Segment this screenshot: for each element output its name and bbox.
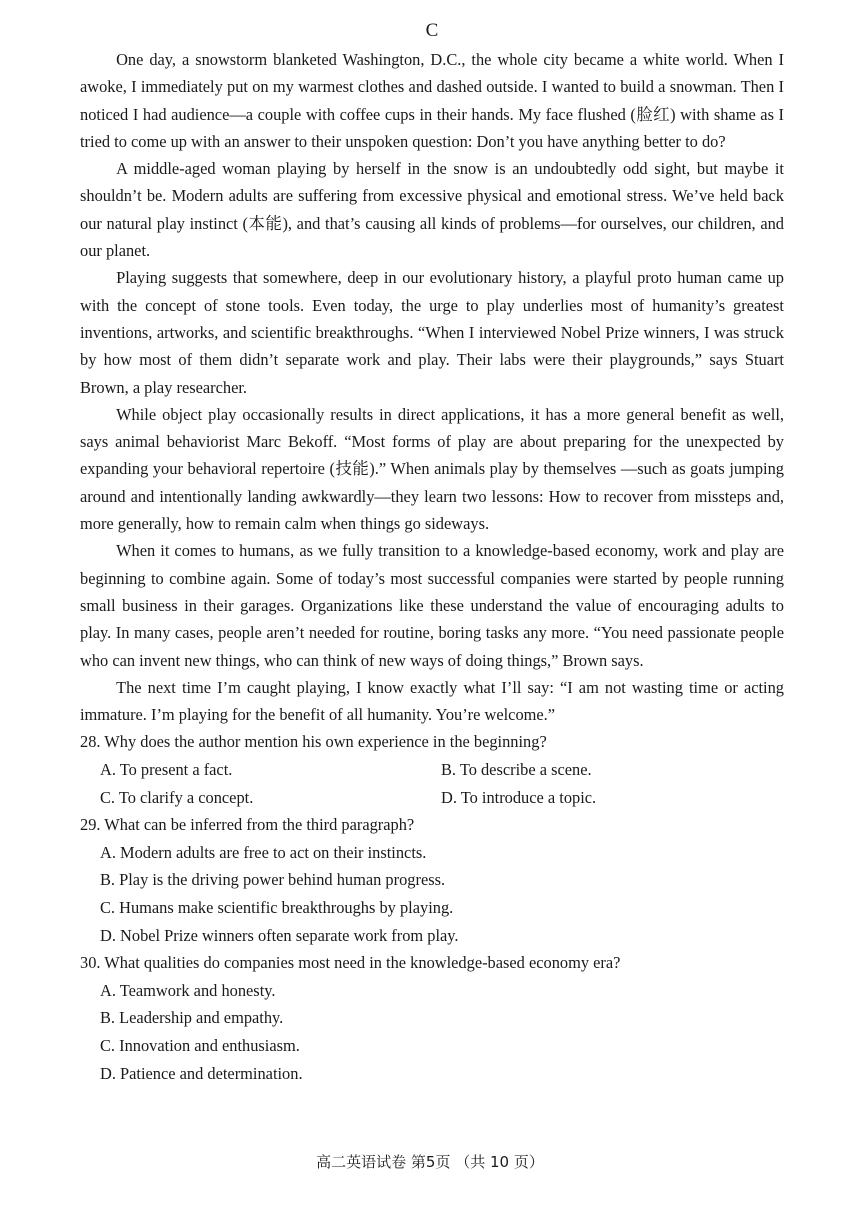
passage-paragraph-6: The next time I’m caught playing, I know exactly what I’ll say: “I am not wasting time or acting immature. I’m playing for the benefit of all humanity. You’re welcome.” — [80, 677, 784, 725]
question-stem: 30. What qualities do companies most need in the knowledge-based economy era? — [80, 953, 621, 973]
exam-page — [80, 18, 784, 1087]
option-a: A. Modern adults are free to act on their instincts. — [100, 842, 427, 862]
passage-paragraph-1: One day, a snowstorm blanketed Washington, D.C., the whole city became a white world. When I awoke, I immediately put on my warmest clothes and dashed outside. I wanted to build a snowman. Then I noticed I had audience—a couple with coffee cups in their hands. My face flushed (脸红) with shame as I tried to come up with an answer to their unspoken question: Don’t you have anything better to do? — [80, 50, 784, 151]
question-30 — [80, 949, 784, 1087]
option-d: D. Nobel Prize winners often separate work from play. — [100, 925, 459, 945]
page-footer: 高二英语试卷 第5页 （共 10 页） — [316, 1153, 544, 1171]
option-a: A. To present a fact. — [100, 760, 233, 780]
passage-paragraph-2: A middle-aged woman playing by herself in the snow is an undoubtedly odd sight, but maybe it shouldn’t be. Modern adults are suffering from excessive physical and emotional stress. We’ve held back our natural play instinct (本能), and that’s causing all kinds of problems—for ourselves, our children, and our planet. — [80, 159, 784, 261]
option-d: D. Patience and determination. — [100, 1063, 303, 1083]
option-d: D. To introduce a topic. — [441, 787, 597, 807]
question-29 — [80, 811, 784, 949]
passage-paragraph-3: Playing suggests that somewhere, deep in our evolutionary history, a playful proto human came up with the concept of stone tools. Even today, the urge to play underlies most of humanity’s greatest inventions, artworks, and scientific breakthroughs. “When I interviewed Nobel Prize winners, I was struck by how most of them didn’t separate work and play. Their labs were their playgrounds,” says Stuart Brown, a play researcher. — [80, 268, 784, 397]
option-c: C. Humans make scientific breakthroughs by playing. — [100, 897, 454, 917]
option-b: B. Leadership and empathy. — [100, 1008, 284, 1028]
option-c: C. Innovation and enthusiasm. — [100, 1035, 300, 1055]
passage-paragraph-5: When it comes to humans, as we fully transition to a knowledge-based economy, work and play are beginning to combine again. Some of today’s most successful companies were started by people running small business in their garages. Organizations like these understand the value of encouraging adults to play. In many cases, people aren’t needed for routine, boring tasks any more. “You need passionate people who can invent new things, who can think of new ways of doing things,” Brown says. — [80, 541, 784, 670]
option-a: A. Teamwork and honesty. — [100, 980, 276, 1000]
option-b: B. To describe a scene. — [441, 760, 592, 780]
section-heading: C — [425, 20, 439, 41]
reading-passage — [80, 46, 784, 728]
question-stem: 29. What can be inferred from the third paragraph? — [80, 815, 415, 835]
option-b: B. Play is the driving power behind human progress. — [100, 870, 446, 890]
option-c: C. To clarify a concept. — [100, 787, 254, 807]
question-stem: 28. Why does the author mention his own experience in the beginning? — [80, 732, 547, 752]
passage-paragraph-4: While object play occasionally results in direct applications, it has a more general benefit as well, says animal behaviorist Marc Bekoff. “Most forms of play are about preparing for the unexpected by expanding your behavioral repertoire (技能).” When animals play by themselves —such as goats jumping around and intentionally landing awkwardly—they learn two lessons: How to recover from missteps and, more generally, how to remain calm when things go sideways. — [80, 404, 784, 534]
option-grid — [100, 756, 784, 811]
question-28 — [80, 728, 784, 811]
